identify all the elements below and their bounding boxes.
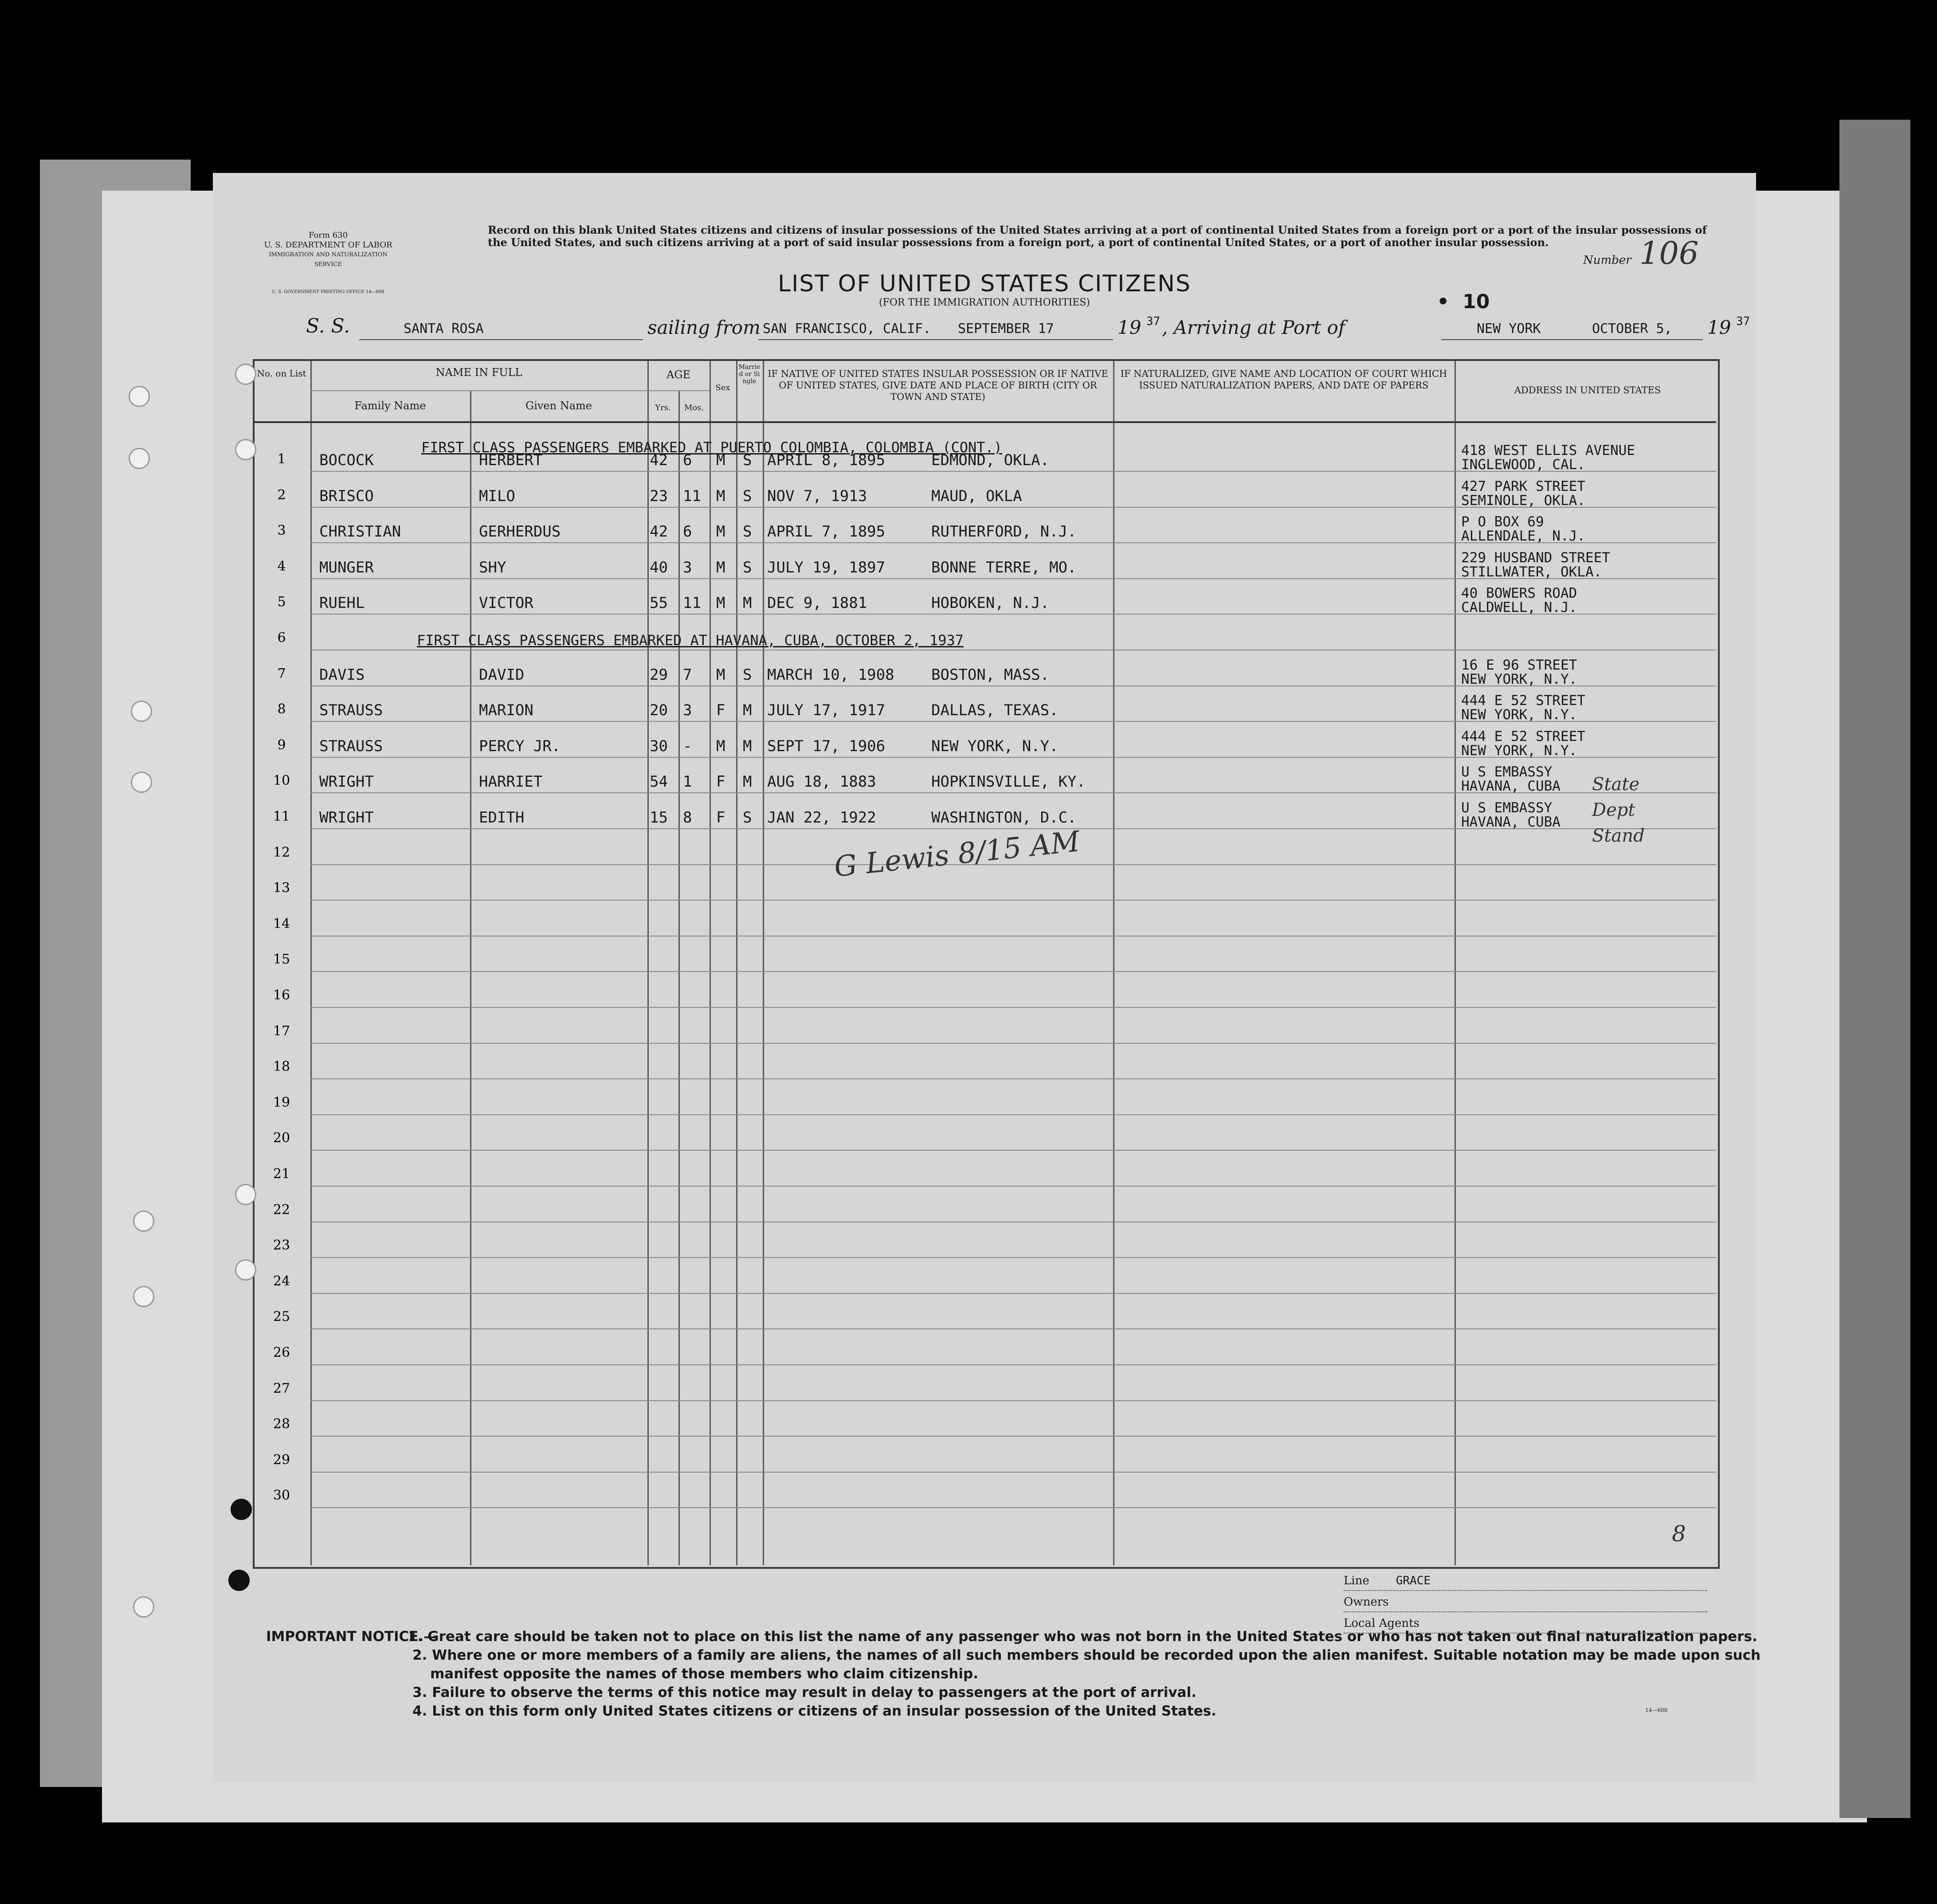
family-name: STRAUSS — [319, 737, 383, 755]
address-line-1: U S EMBASSY — [1461, 800, 1553, 816]
row-number: 26 — [273, 1345, 290, 1360]
row-number: 14 — [273, 916, 290, 932]
col-yrs: Yrs. — [655, 403, 671, 412]
notice-1: 1. Great care should be taken not to place on this list the name of any passenger who was not born in the United States or who has not taken out final naturalization papers. — [408, 1629, 1757, 1645]
row-number: 23 — [273, 1238, 290, 1254]
binder-hole — [133, 1211, 154, 1232]
sex: M — [716, 451, 725, 469]
address-line-2: NEW YORK, N.Y. — [1461, 707, 1577, 723]
binder-hole — [131, 772, 152, 793]
punch-hole — [235, 1184, 256, 1205]
birth-place: WASHINGTON, D.C. — [931, 809, 1077, 827]
row-number: 15 — [273, 952, 290, 968]
row-number: 16 — [273, 987, 290, 1003]
local-agents-label: Local Agents — [1344, 1617, 1419, 1630]
row-number: 18 — [273, 1059, 290, 1075]
row-rule — [310, 1328, 1716, 1329]
row-number: 11 — [273, 809, 290, 824]
sheet-number: • 10 — [1437, 290, 1490, 313]
birth-date: JULY 17, 1917 — [767, 701, 886, 720]
footer-line-block — [1344, 1570, 1707, 1634]
birth-date: APRIL 8, 1895 — [767, 451, 886, 469]
family-name: MUNGER — [319, 558, 374, 576]
birth-date: JULY 19, 1897 — [767, 558, 886, 576]
bottom-code: 14—608 — [1645, 1707, 1668, 1713]
row-number: 17 — [273, 1023, 290, 1039]
number-field — [1583, 235, 1698, 271]
row-number: 20 — [273, 1130, 290, 1146]
title-block — [213, 270, 1756, 308]
address-line-2: INGLEWOOD, CAL. — [1461, 457, 1585, 473]
binder-stub — [1839, 120, 1910, 1818]
row-number: 13 — [273, 880, 290, 896]
row-rule — [310, 1400, 1716, 1401]
marital-status: M — [743, 737, 752, 755]
address-line-1: U S EMBASSY — [1461, 764, 1553, 780]
form-number: Form 630 — [308, 231, 348, 240]
birth-date: MARCH 10, 1908 — [767, 666, 894, 684]
page-subtitle: (FOR THE IMMIGRATION AUTHORITIES) — [879, 297, 1090, 308]
address-line-2: SEMINOLE, OKLA. — [1461, 492, 1585, 509]
family-name: WRIGHT — [319, 773, 374, 791]
page-title: LIST OF UNITED STATES CITIZENS — [777, 270, 1191, 297]
notice-2b: manifest opposite the names of those members who claim citizenship. — [430, 1666, 978, 1682]
to-port: NEW YORK — [1477, 321, 1541, 337]
section-havana: FIRST CLASS PASSENGERS EMBARKED AT HAVANA, CUBA, OCTOBER 2, 1937 — [417, 632, 964, 649]
given-name: MILO — [479, 487, 515, 505]
marital-status: S — [743, 451, 752, 469]
age-months: 8 — [683, 809, 692, 827]
row-rule — [310, 1043, 1716, 1044]
manifest-sheet — [213, 173, 1761, 1783]
from-port: SAN FRANCISCO, CALIF. — [763, 321, 931, 337]
ship-name: SANTA ROSA — [404, 321, 484, 337]
marital-status: S — [743, 558, 752, 576]
col-naturalized: IF NATURALIZED, GIVE NAME AND LOCATION OF COURT WHICH ISSUED NATURALIZATION PAPERS, AND DATE OF PAPERS — [1120, 368, 1447, 391]
address-line-2: CALDWELL, N.J. — [1461, 599, 1577, 616]
address-line-2: HAVANA, CUBA — [1461, 814, 1561, 830]
binder-hole — [133, 1596, 154, 1618]
family-name: WRIGHT — [319, 809, 374, 827]
address-line-1: 229 HUSBAND STREET — [1461, 549, 1610, 566]
row-rule — [310, 1507, 1716, 1508]
handwritten-note: State Dept Stand — [1592, 774, 1645, 846]
birth-place: NEW YORK, N.Y. — [931, 737, 1059, 755]
age-years: 30 — [650, 737, 668, 755]
birth-date: AUG 18, 1883 — [767, 773, 876, 791]
row-number: 25 — [273, 1309, 290, 1325]
col-family-name: Family Name — [354, 400, 426, 412]
row-rule — [310, 1186, 1716, 1187]
to-year-prefix: 19 — [1707, 317, 1731, 338]
row-rule — [310, 1472, 1716, 1473]
birth-place: EDMOND, OKLA. — [931, 451, 1050, 469]
marital-status: M — [743, 701, 752, 720]
birth-place: HOBOKEN, N.J. — [931, 594, 1050, 612]
row-rule — [310, 1150, 1716, 1151]
birth-place: BOSTON, MASS. — [931, 666, 1050, 684]
age-years: 54 — [650, 773, 668, 791]
birth-place: RUTHERFORD, N.J. — [931, 523, 1077, 541]
row-number: 19 — [273, 1094, 290, 1110]
marital-status: M — [743, 594, 752, 612]
given-name: SHY — [479, 558, 506, 576]
punch-hole — [231, 1499, 252, 1520]
given-name: PERCY JR. — [479, 737, 561, 755]
marital-status: S — [743, 523, 752, 541]
birth-date: APRIL 7, 1895 — [767, 523, 886, 541]
given-name: EDITH — [479, 809, 525, 827]
binder-hole — [129, 448, 150, 469]
line-label: Line — [1344, 1574, 1369, 1587]
address-line-1: P O BOX 69 — [1461, 514, 1544, 530]
age-months: 11 — [683, 487, 701, 505]
col-birth: IF NATIVE OF UNITED STATES INSULAR POSSESSION OR IF NATIVE OF UNITED STATES, GIVE DATE AND PLACE OF BIRTH (CITY OR TOWN AND STATE) — [768, 368, 1108, 402]
sex: M — [716, 666, 725, 684]
birth-place: BONNE TERRE, MO. — [931, 558, 1077, 576]
age-months: 1 — [683, 773, 692, 791]
binder-hole — [131, 701, 152, 722]
punch-hole — [235, 364, 256, 385]
col-no: No. on List — [257, 368, 306, 379]
birth-place: HOPKINSVILLE, KY. — [931, 773, 1086, 791]
col-address: ADDRESS IN UNITED STATES — [1514, 385, 1661, 396]
notice-3: 3. Failure to observe the terms of this notice may result in delay to passengers at the port of arrival. — [412, 1685, 1196, 1700]
marital-status: M — [743, 773, 752, 791]
binder-hole — [133, 1286, 154, 1307]
birth-date: JAN 22, 1922 — [767, 809, 876, 827]
to-date: OCTOBER 5, — [1592, 321, 1672, 337]
age-months: 7 — [683, 666, 692, 684]
col-married-single: Married or Single — [738, 364, 761, 385]
sex: F — [716, 809, 725, 827]
row-number: 9 — [277, 737, 286, 753]
row-rule — [310, 1436, 1716, 1437]
address-line-1: 427 PARK STREET — [1461, 478, 1585, 494]
row-rule — [310, 1078, 1716, 1079]
row-rule — [310, 900, 1716, 901]
given-name: HARRIET — [479, 773, 543, 791]
birth-date: NOV 7, 1913 — [767, 487, 867, 505]
service: IMMIGRATION AND NATURALIZATION SERVICE — [269, 251, 388, 268]
to-year-suffix: 37 — [1736, 315, 1750, 328]
row-number: 21 — [273, 1166, 290, 1182]
number-value: 106 — [1639, 235, 1699, 271]
col-name-in-full: NAME IN FULL — [435, 366, 522, 379]
sex: M — [716, 523, 725, 541]
ss-label: S. S. — [306, 315, 350, 337]
row-number: 22 — [273, 1202, 290, 1218]
line-value: GRACE — [1396, 1574, 1431, 1587]
family-name: RUEHL — [319, 594, 365, 612]
age-years: 42 — [650, 523, 668, 541]
row-number: 29 — [273, 1452, 290, 1468]
address-line-2: ALLENDALE, N.J. — [1461, 528, 1585, 545]
row-rule — [310, 1293, 1716, 1294]
family-name: BRISCO — [319, 487, 374, 505]
punch-hole — [228, 1570, 250, 1591]
handwritten-signature: G Lewis 8/15 AM — [832, 825, 1082, 884]
row-number: 12 — [273, 844, 290, 860]
row-rule — [310, 1364, 1716, 1365]
birth-place: MAUD, OKLA — [931, 487, 1022, 505]
given-name: GERHERDUS — [479, 523, 561, 541]
corner-mark: 8 — [1672, 1521, 1686, 1547]
row-number: 8 — [277, 701, 286, 717]
sex: M — [716, 594, 725, 612]
age-years: 55 — [650, 594, 668, 612]
from-year-suffix: 37 — [1146, 315, 1161, 328]
printing-office: U. S. GOVERNMENT PRINTING OFFICE 14—608 — [272, 290, 384, 294]
binder-hole — [129, 386, 150, 407]
row-number: 10 — [273, 773, 290, 789]
row-rule — [310, 1007, 1716, 1008]
sex: F — [716, 701, 725, 720]
row-rule — [310, 1257, 1716, 1258]
address-line-1: 16 E 96 STREET — [1461, 657, 1577, 673]
owners-label: Owners — [1344, 1595, 1389, 1609]
row-number: 3 — [277, 523, 286, 539]
age-months: 6 — [683, 523, 692, 541]
sheet-number-value: 10 — [1463, 290, 1490, 313]
address-line-2: NEW YORK, N.Y. — [1461, 742, 1577, 759]
address-line-2: NEW YORK, N.Y. — [1461, 671, 1577, 687]
row-number: 4 — [277, 558, 286, 574]
family-name: CHRISTIAN — [319, 523, 401, 541]
row-number: 30 — [273, 1488, 290, 1504]
notice-title: IMPORTANT NOTICE.— — [266, 1629, 438, 1645]
address-line-1: 444 E 52 STREET — [1461, 728, 1585, 744]
age-years: 20 — [650, 701, 668, 720]
marital-status: S — [743, 487, 752, 505]
arriving-label: , Arriving at Port of — [1162, 317, 1345, 338]
address-line-2: STILLWATER, OKLA. — [1461, 564, 1602, 580]
sex: M — [716, 558, 725, 576]
punch-hole — [235, 439, 256, 460]
age-years: 42 — [650, 451, 668, 469]
row-number: 7 — [277, 666, 286, 682]
birth-place: DALLAS, TEXAS. — [931, 701, 1059, 720]
section-puerto-colombia: FIRST CLASS PASSENGERS EMBARKED AT PUERTO COLOMBIA, COLOMBIA (CONT.) — [421, 439, 1003, 456]
row-number: 27 — [273, 1380, 290, 1396]
col-given-name: Given Name — [525, 400, 592, 412]
given-name: DAVID — [479, 666, 525, 684]
given-name: HERBERT — [479, 451, 543, 469]
age-months: 3 — [683, 558, 692, 576]
row-number: 5 — [277, 594, 286, 610]
from-year-prefix: 19 — [1118, 317, 1141, 338]
age-months: 3 — [683, 701, 692, 720]
family-name: STRAUSS — [319, 701, 383, 720]
given-name: VICTOR — [479, 594, 533, 612]
col-mos: Mos. — [684, 403, 704, 412]
row-number: 6 — [277, 630, 286, 646]
col-sex: Sex — [715, 383, 730, 392]
birth-date: SEPT 17, 1906 — [767, 737, 886, 755]
address-line-1: 40 BOWERS ROAD — [1461, 585, 1577, 602]
marital-status: S — [743, 809, 752, 827]
sex: M — [716, 737, 725, 755]
given-name: MARION — [479, 701, 533, 720]
address-line-1: 418 WEST ELLIS AVENUE — [1461, 443, 1635, 458]
family-name: DAVIS — [319, 666, 365, 684]
row-rule — [310, 971, 1716, 972]
age-years: 40 — [650, 558, 668, 576]
department: U. S. DEPARTMENT OF LABOR — [264, 240, 392, 250]
sex: F — [716, 773, 725, 791]
age-months: 11 — [683, 594, 701, 612]
col-age: AGE — [666, 368, 691, 381]
punch-hole — [235, 1259, 256, 1281]
address-line-2: HAVANA, CUBA — [1461, 778, 1561, 795]
voyage-line — [306, 315, 1750, 341]
address-line-1: 444 E 52 STREET — [1461, 693, 1585, 709]
row-number: 24 — [273, 1273, 290, 1289]
age-years: 23 — [650, 487, 668, 505]
row-number: 2 — [277, 487, 286, 503]
row-number: 28 — [273, 1416, 290, 1432]
age-years: 15 — [650, 809, 668, 827]
number-label: Number — [1583, 254, 1631, 267]
row-number: 1 — [277, 451, 286, 467]
notice-4: 4. List on this form only United States citizens or citizens of an insular possession of the United States. — [412, 1703, 1216, 1719]
family-name: BOCOCK — [319, 451, 374, 469]
form-instruction: Record on this blank United States citizens and citizens of insular possessions of the United States arriving at a port of continental United States from a foreign port or a port of the insular possessions of the United States, and such citizens arriving at a port of said insular possessions from a foreign port, a port of continental United States, or a port of another insular possession. — [488, 223, 1707, 249]
age-months: 6 — [683, 451, 692, 469]
marital-status: S — [743, 666, 752, 684]
row-rule — [310, 1114, 1716, 1115]
age-months: - — [683, 737, 692, 755]
age-years: 29 — [650, 666, 668, 684]
from-date: SEPTEMBER 17 — [958, 321, 1054, 337]
notice-2a: 2. Where one or more members of a family are aliens, the names of all such members should be recorded upon the alien manifest. Suitable notation may be made upon such — [412, 1647, 1761, 1663]
birth-date: DEC 9, 1881 — [767, 594, 867, 612]
sailing-label: sailing from — [647, 317, 761, 338]
sex: M — [716, 487, 725, 505]
